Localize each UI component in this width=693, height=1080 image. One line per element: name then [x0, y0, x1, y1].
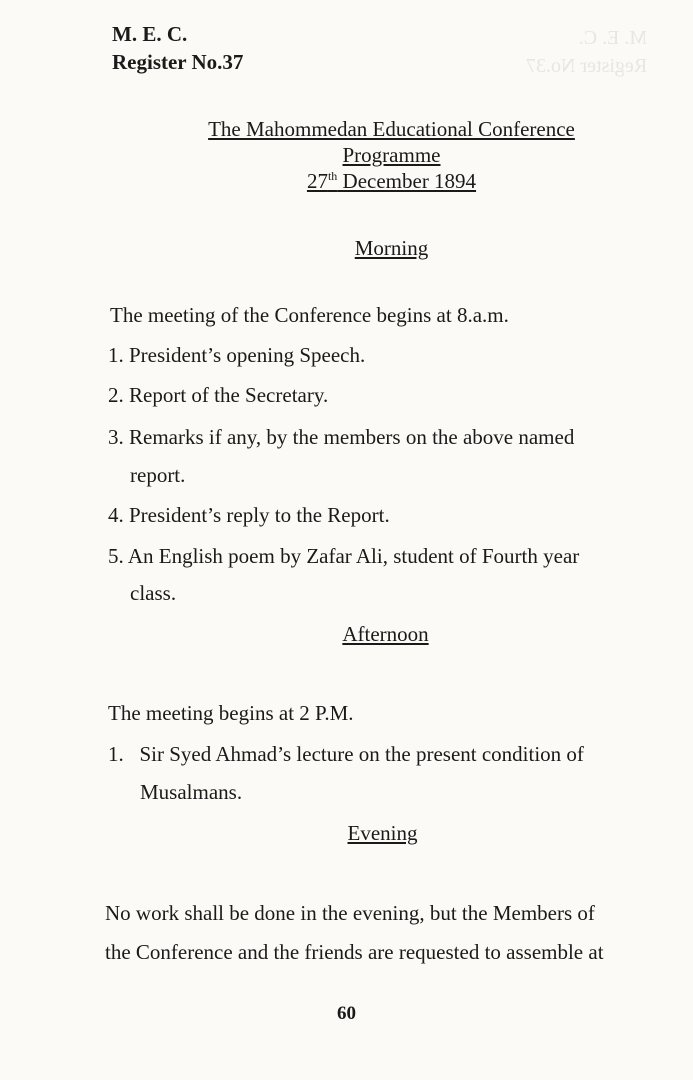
afternoon-heading-wrap — [39, 621, 693, 647]
title-line-2: Programme — [342, 143, 441, 167]
date-day: 27 — [306, 169, 328, 193]
evening-line-1: No work shall be done in the evening, but the Members of — [105, 901, 595, 925]
morning-item-3: 3. Remarks if any, by the members on the above named — [108, 425, 575, 449]
morning-item-5-continued: class. — [130, 581, 177, 605]
date-suffix: th — [327, 169, 338, 183]
evening-line-2: the Conference and the friends are requested to assemble at — [105, 940, 604, 964]
afternoon-heading: Afternoon — [342, 622, 429, 646]
evening-heading-wrap — [36, 820, 693, 846]
morning-heading-wrap — [45, 235, 693, 261]
morning-heading: Morning — [354, 236, 429, 260]
morning-item-1: 1. President’s opening Speech. — [108, 343, 366, 367]
title-date — [307, 169, 476, 193]
morning-item-2: 2. Report of the Secretary. — [108, 383, 329, 407]
evening-heading: Evening — [347, 821, 418, 845]
bleed-through-line-1: M. E. C. — [578, 27, 647, 49]
afternoon-item-1-continued: Musalmans. — [140, 780, 243, 804]
morning-intro: The meeting of the Conference begins at 8.a.m. — [110, 303, 509, 327]
bleed-through-text — [526, 24, 647, 80]
morning-item-3-continued: report. — [130, 463, 186, 487]
title-block — [45, 116, 693, 194]
register-header — [112, 20, 243, 76]
header-line-2: Register No.37 — [112, 50, 244, 74]
title-line-1: The Mahommedan Educational Conference — [208, 117, 575, 141]
header-line-1: M. E. C. — [112, 22, 188, 46]
morning-item-4: 4. President’s reply to the Report. — [108, 503, 390, 527]
afternoon-item-1: 1. Sir Syed Ahmad’s lecture on the present condition of — [108, 742, 584, 766]
morning-item-5: 5. An English poem by Zafar Ali, student of Fourth year — [108, 544, 580, 568]
page-number: 60 — [337, 1003, 356, 1024]
date-rest: December 1894 — [337, 169, 477, 193]
afternoon-intro: The meeting begins at 2 P.M. — [108, 701, 354, 725]
bleed-through-line-2: Register No.37 — [525, 55, 647, 77]
